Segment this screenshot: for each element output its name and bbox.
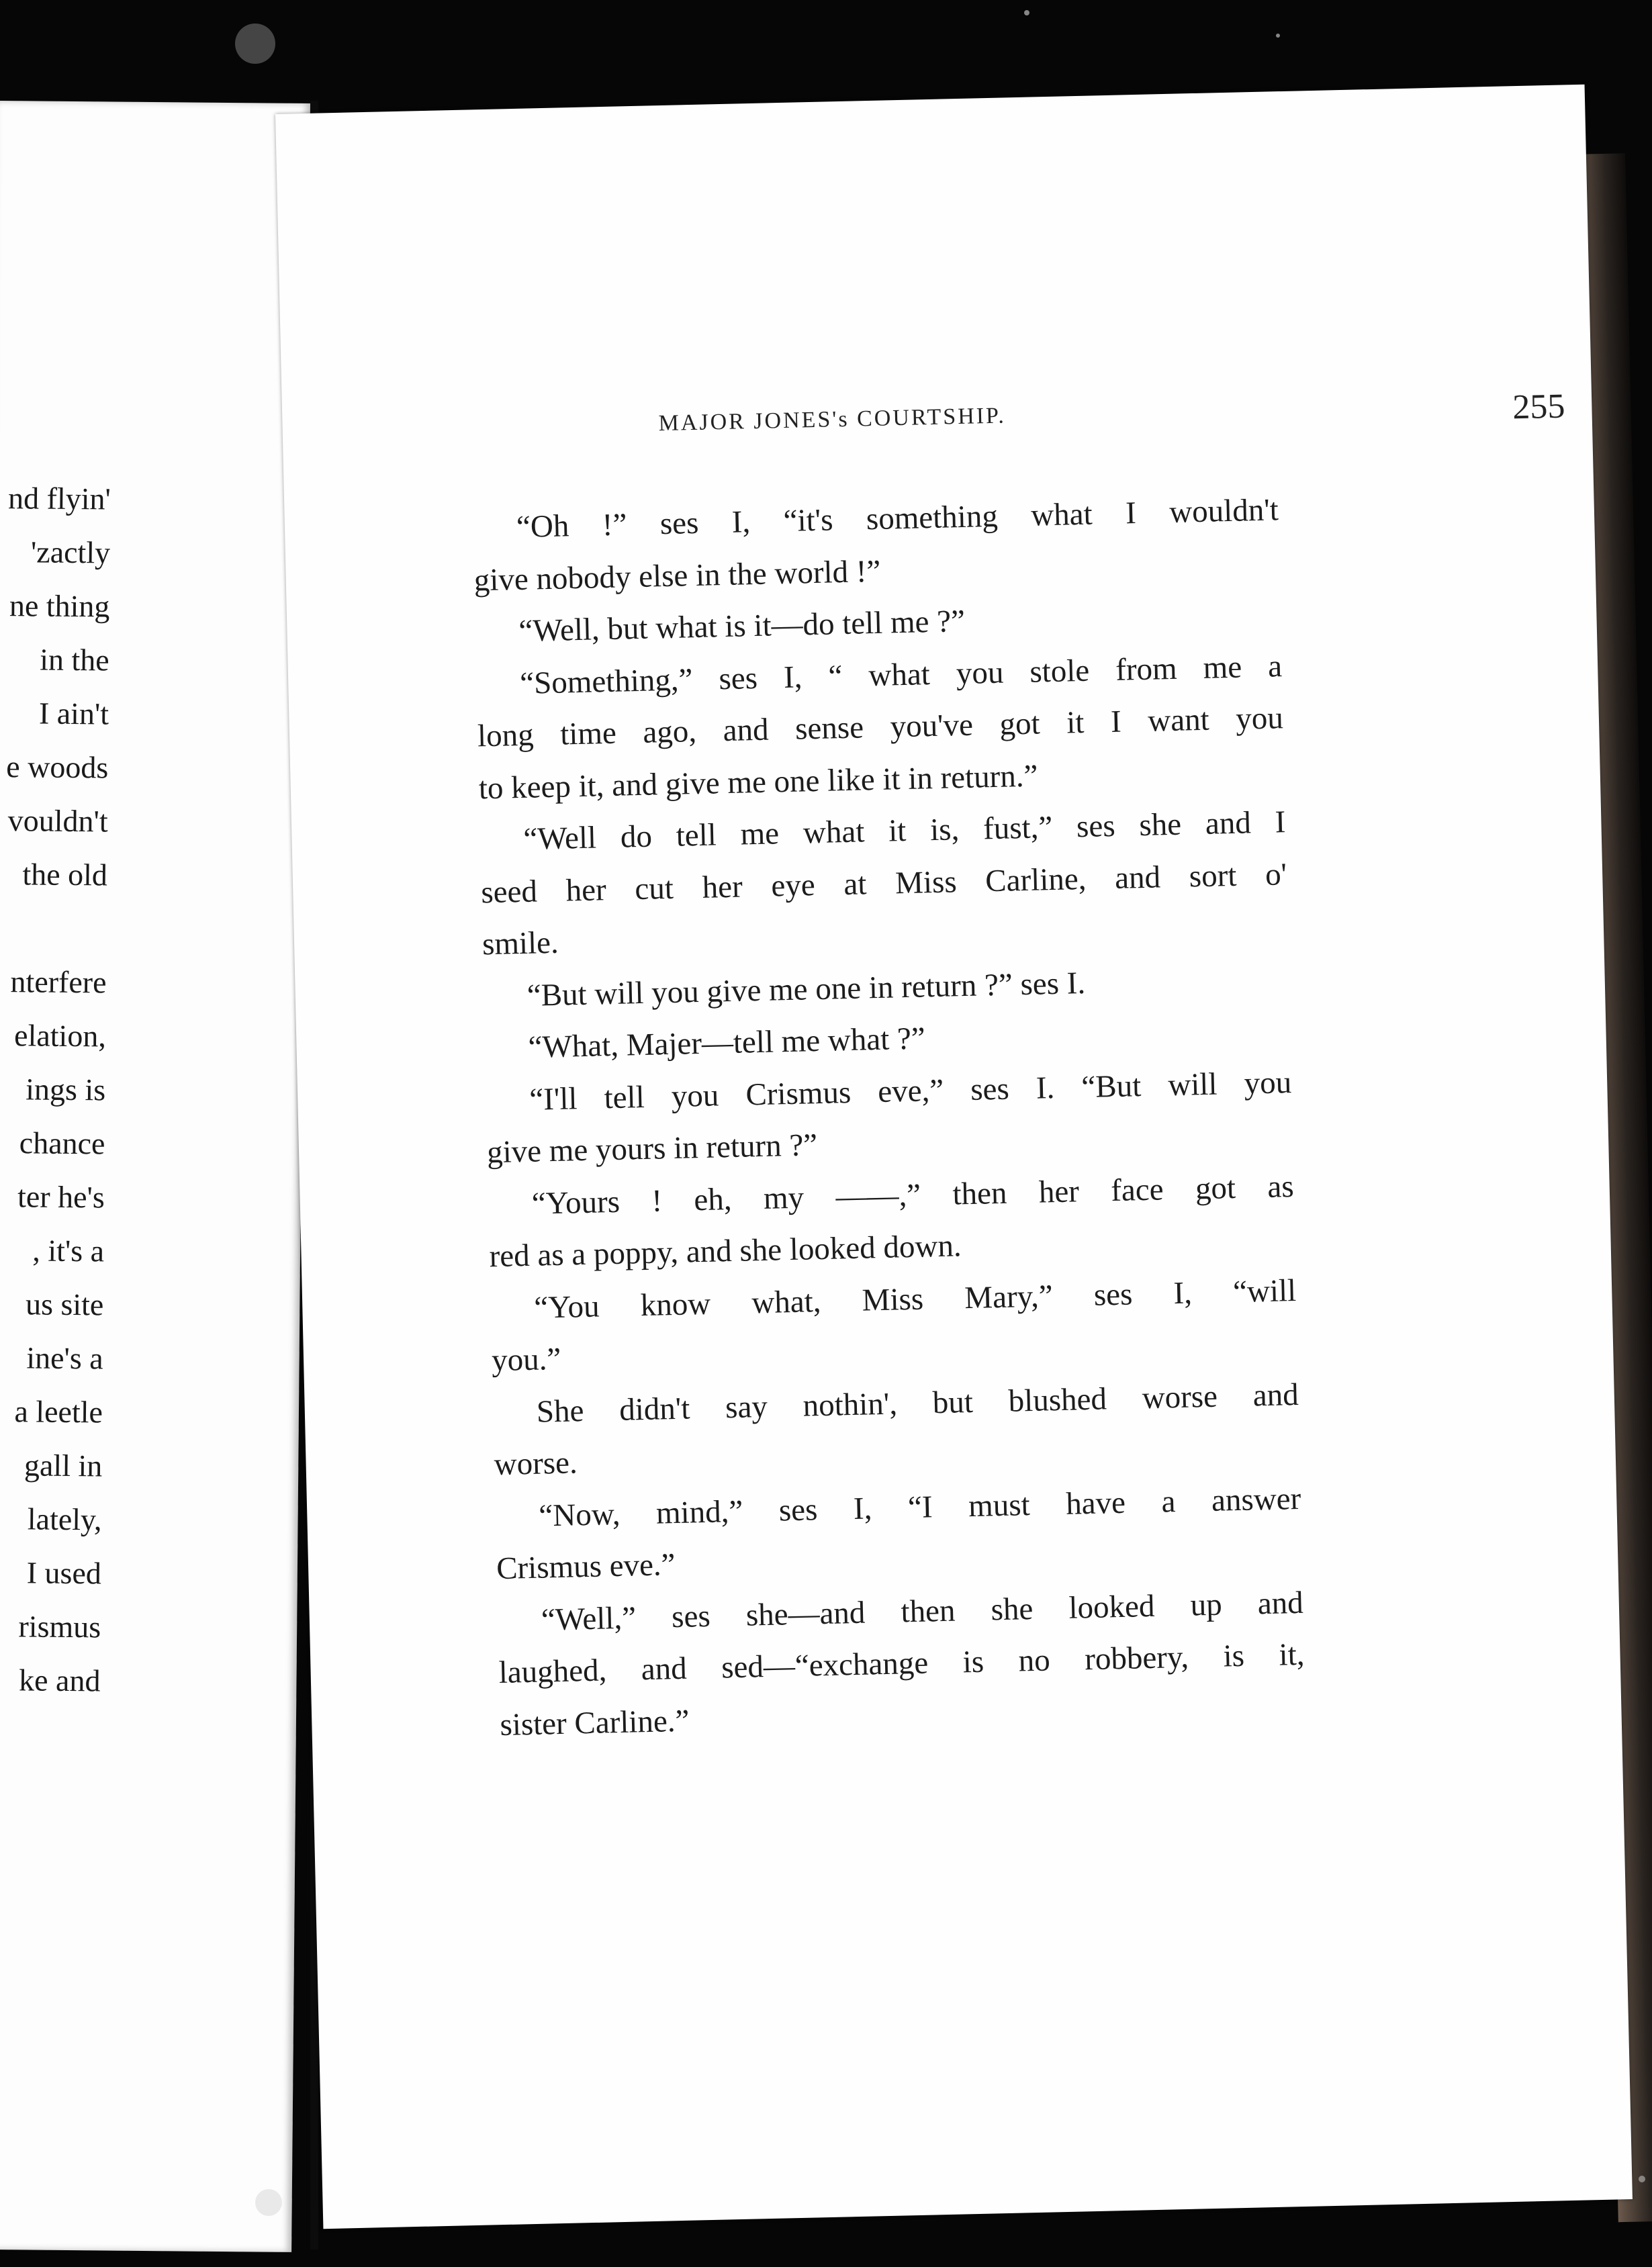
running-head: [658, 387, 1598, 436]
text-line: smile.: [481, 925, 559, 962]
dust-speck: [1276, 34, 1280, 38]
previous-page-line: vouldn't: [7, 803, 108, 839]
text-line: give me yours in return ?”: [486, 1127, 818, 1170]
text-line: “You know what, Miss Mary,” ses I, “will: [533, 1273, 1297, 1326]
previous-page-line: chance: [19, 1125, 105, 1161]
text-line: “Yours ! eh, my ——,” then her face got as: [531, 1168, 1295, 1221]
previous-page-line: ke and: [18, 1663, 101, 1698]
dust-speck: [1024, 10, 1029, 15]
previous-page-line: gall in: [24, 1448, 103, 1483]
previous-page-line: ter he's: [17, 1179, 105, 1215]
previous-page-line: ne thing: [9, 588, 110, 624]
previous-page-line: rismus: [18, 1609, 101, 1645]
previous-page-line: nterfere: [10, 964, 107, 1000]
text-line: “Oh !” ses I, “it's something what I wouldn't: [516, 492, 1279, 545]
previous-page-line: I ain't: [38, 696, 109, 731]
running-title: MAJOR JONES's COURTSHIP.: [658, 403, 1007, 436]
text-line: long time ago, and sense you've got it I want you: [477, 700, 1284, 754]
previous-page-line: [0, 901, 107, 956]
previous-page: [0, 101, 310, 2252]
dust-speck: [1639, 2176, 1645, 2182]
text-line: “I'll tell you Crismus eve,” ses I. “But will you: [529, 1064, 1292, 1117]
text-line: She didn't say nothin', but blushed worse and: [536, 1377, 1299, 1430]
text-line: “Well,” ses she—and then she looked up and: [541, 1585, 1304, 1638]
previous-page-line: ings is: [26, 1072, 106, 1107]
dust-speck: [255, 2189, 282, 2216]
previous-page-line: ine's a: [26, 1340, 103, 1376]
text-line: “Well do tell me what it is, fust,” ses she and I: [523, 804, 1286, 857]
previous-page-line: us site: [25, 1287, 104, 1322]
text-line: “Now, mind,” ses I, “I must have a answer: [538, 1481, 1301, 1534]
text-line: seed her cut her eye at Miss Carline, and sort o': [480, 856, 1287, 910]
text-line: to keep it, and give me one like it in return.”: [478, 758, 1038, 806]
text-line: give nobody else in the world !”: [473, 553, 881, 598]
dust-speck: [235, 24, 275, 64]
current-page: [275, 85, 1633, 2229]
previous-page-line: I used: [26, 1555, 102, 1591]
page-number: 255: [1512, 387, 1566, 427]
text-line: laughed, and sed—“exchange is no robbery, is it,: [498, 1636, 1305, 1691]
text-line: red as a poppy, and she looked down.: [489, 1228, 962, 1275]
previous-page-line: e woods: [6, 749, 109, 785]
text-line: “But will you give me one in return ?” ses I.: [526, 965, 1086, 1013]
previous-page-line: nd flyin': [7, 481, 111, 516]
previous-page-line: lately,: [27, 1501, 102, 1537]
text-line: you.”: [491, 1341, 561, 1379]
text-line: “Something,” ses I, “ what you stole from me a: [519, 648, 1283, 701]
text-line: Crismus eve.”: [496, 1547, 676, 1587]
previous-page-line: 'zactly: [30, 535, 111, 570]
previous-page-line: , it's a: [32, 1233, 105, 1268]
previous-page-line: a leetle: [14, 1394, 103, 1430]
text-line: “What, Majer—tell me what ?”: [528, 1021, 926, 1065]
text-line: worse.: [494, 1445, 578, 1483]
previous-page-line: the old: [22, 857, 108, 892]
text-line: sister Carline.”: [499, 1703, 690, 1743]
body-text: [472, 484, 1306, 1751]
previous-page-text: [0, 471, 111, 1708]
previous-page-line: in the: [40, 642, 109, 678]
text-line: “Well, but what is it—do tell me ?”: [518, 603, 966, 649]
previous-page-line: elation,: [13, 1018, 107, 1054]
